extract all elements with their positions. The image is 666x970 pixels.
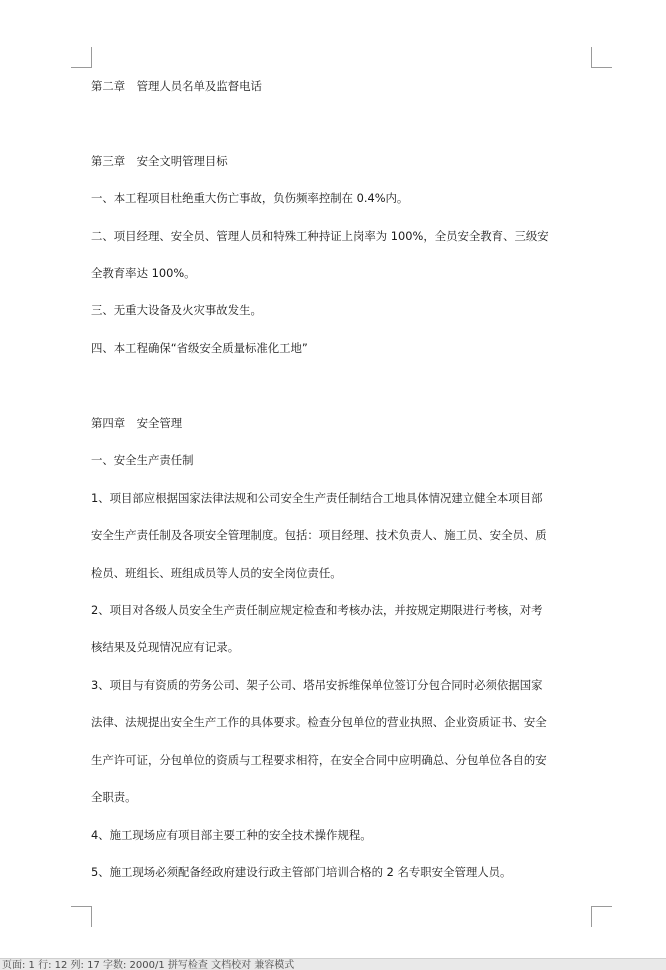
paragraph-line: 二、项目经理、安全员、管理人员和特殊工种持证上岗率为 100%，全员安全教育、三级安 xyxy=(91,229,549,243)
section-heading: 一、安全生产责任制 xyxy=(91,453,194,467)
paragraph-line: 1、项目部应根据国家法律法规和公司安全生产责任制结合工地具体情况建立健全本项目部 xyxy=(91,491,543,505)
margin-corner-bottom-right xyxy=(591,906,612,927)
chapter-3-heading: 第三章 安全文明管理目标 xyxy=(91,154,228,168)
paragraph-line: 2、项目对各级人员安全生产责任制应规定检查和考核办法，并按规定期限进行考核，对考 xyxy=(91,603,543,617)
paragraph-line: 全职责。 xyxy=(91,790,137,804)
paragraph-line: 5、施工现场必须配备经政府建设行政主管部门培训合格的 2 名专职安全管理人员。 xyxy=(91,865,512,879)
paragraph-line: 检员、班组长、班组成员等人员的安全岗位责任。 xyxy=(91,566,342,580)
paragraph-line: 3、项目与有资质的劳务公司、架子公司、塔吊安拆维保单位签订分包合同时必须依据国家 xyxy=(91,678,543,692)
paragraph-line: 法律、法规提出安全生产工作的具体要求。检查分包单位的营业执照、企业资质证书、安全 xyxy=(91,715,547,729)
paragraph-line: 四、本工程确保“省级安全质量标准化工地” xyxy=(91,341,308,355)
margin-corner-top-left xyxy=(71,47,92,68)
margin-corner-top-right xyxy=(591,47,612,68)
chapter-4-heading: 第四章 安全管理 xyxy=(91,416,183,430)
status-bar-text: 页面: 1 行: 12 列: 17 字数: 2000/1 拼写检查 文档校对 兼容模式 xyxy=(2,960,295,970)
paragraph-line: 全教育率达 100%。 xyxy=(91,266,196,280)
paragraph-line: 4、施工现场应有项目部主要工种的安全技术操作规程。 xyxy=(91,828,372,842)
paragraph-line: 一、本工程项目杜绝重大伤亡事故，负伤频率控制在 0.4%内。 xyxy=(91,191,409,205)
paragraph-line: 三、无重大设备及火灾事故发生。 xyxy=(91,303,262,317)
paragraph-line: 安全生产责任制及各项安全管理制度。包括：项目经理、技术负责人、施工员、安全员、质 xyxy=(91,528,547,542)
margin-corner-bottom-left xyxy=(71,906,92,927)
paragraph-line: 生产许可证，分包单位的资质与工程要求相符，在安全合同中应明确总、分包单位各自的安 xyxy=(91,753,547,767)
chapter-2-heading: 第二章 管理人员名单及监督电话 xyxy=(91,79,262,93)
status-bar xyxy=(0,958,666,970)
paragraph-line: 核结果及兑现情况应有记录。 xyxy=(91,640,240,654)
